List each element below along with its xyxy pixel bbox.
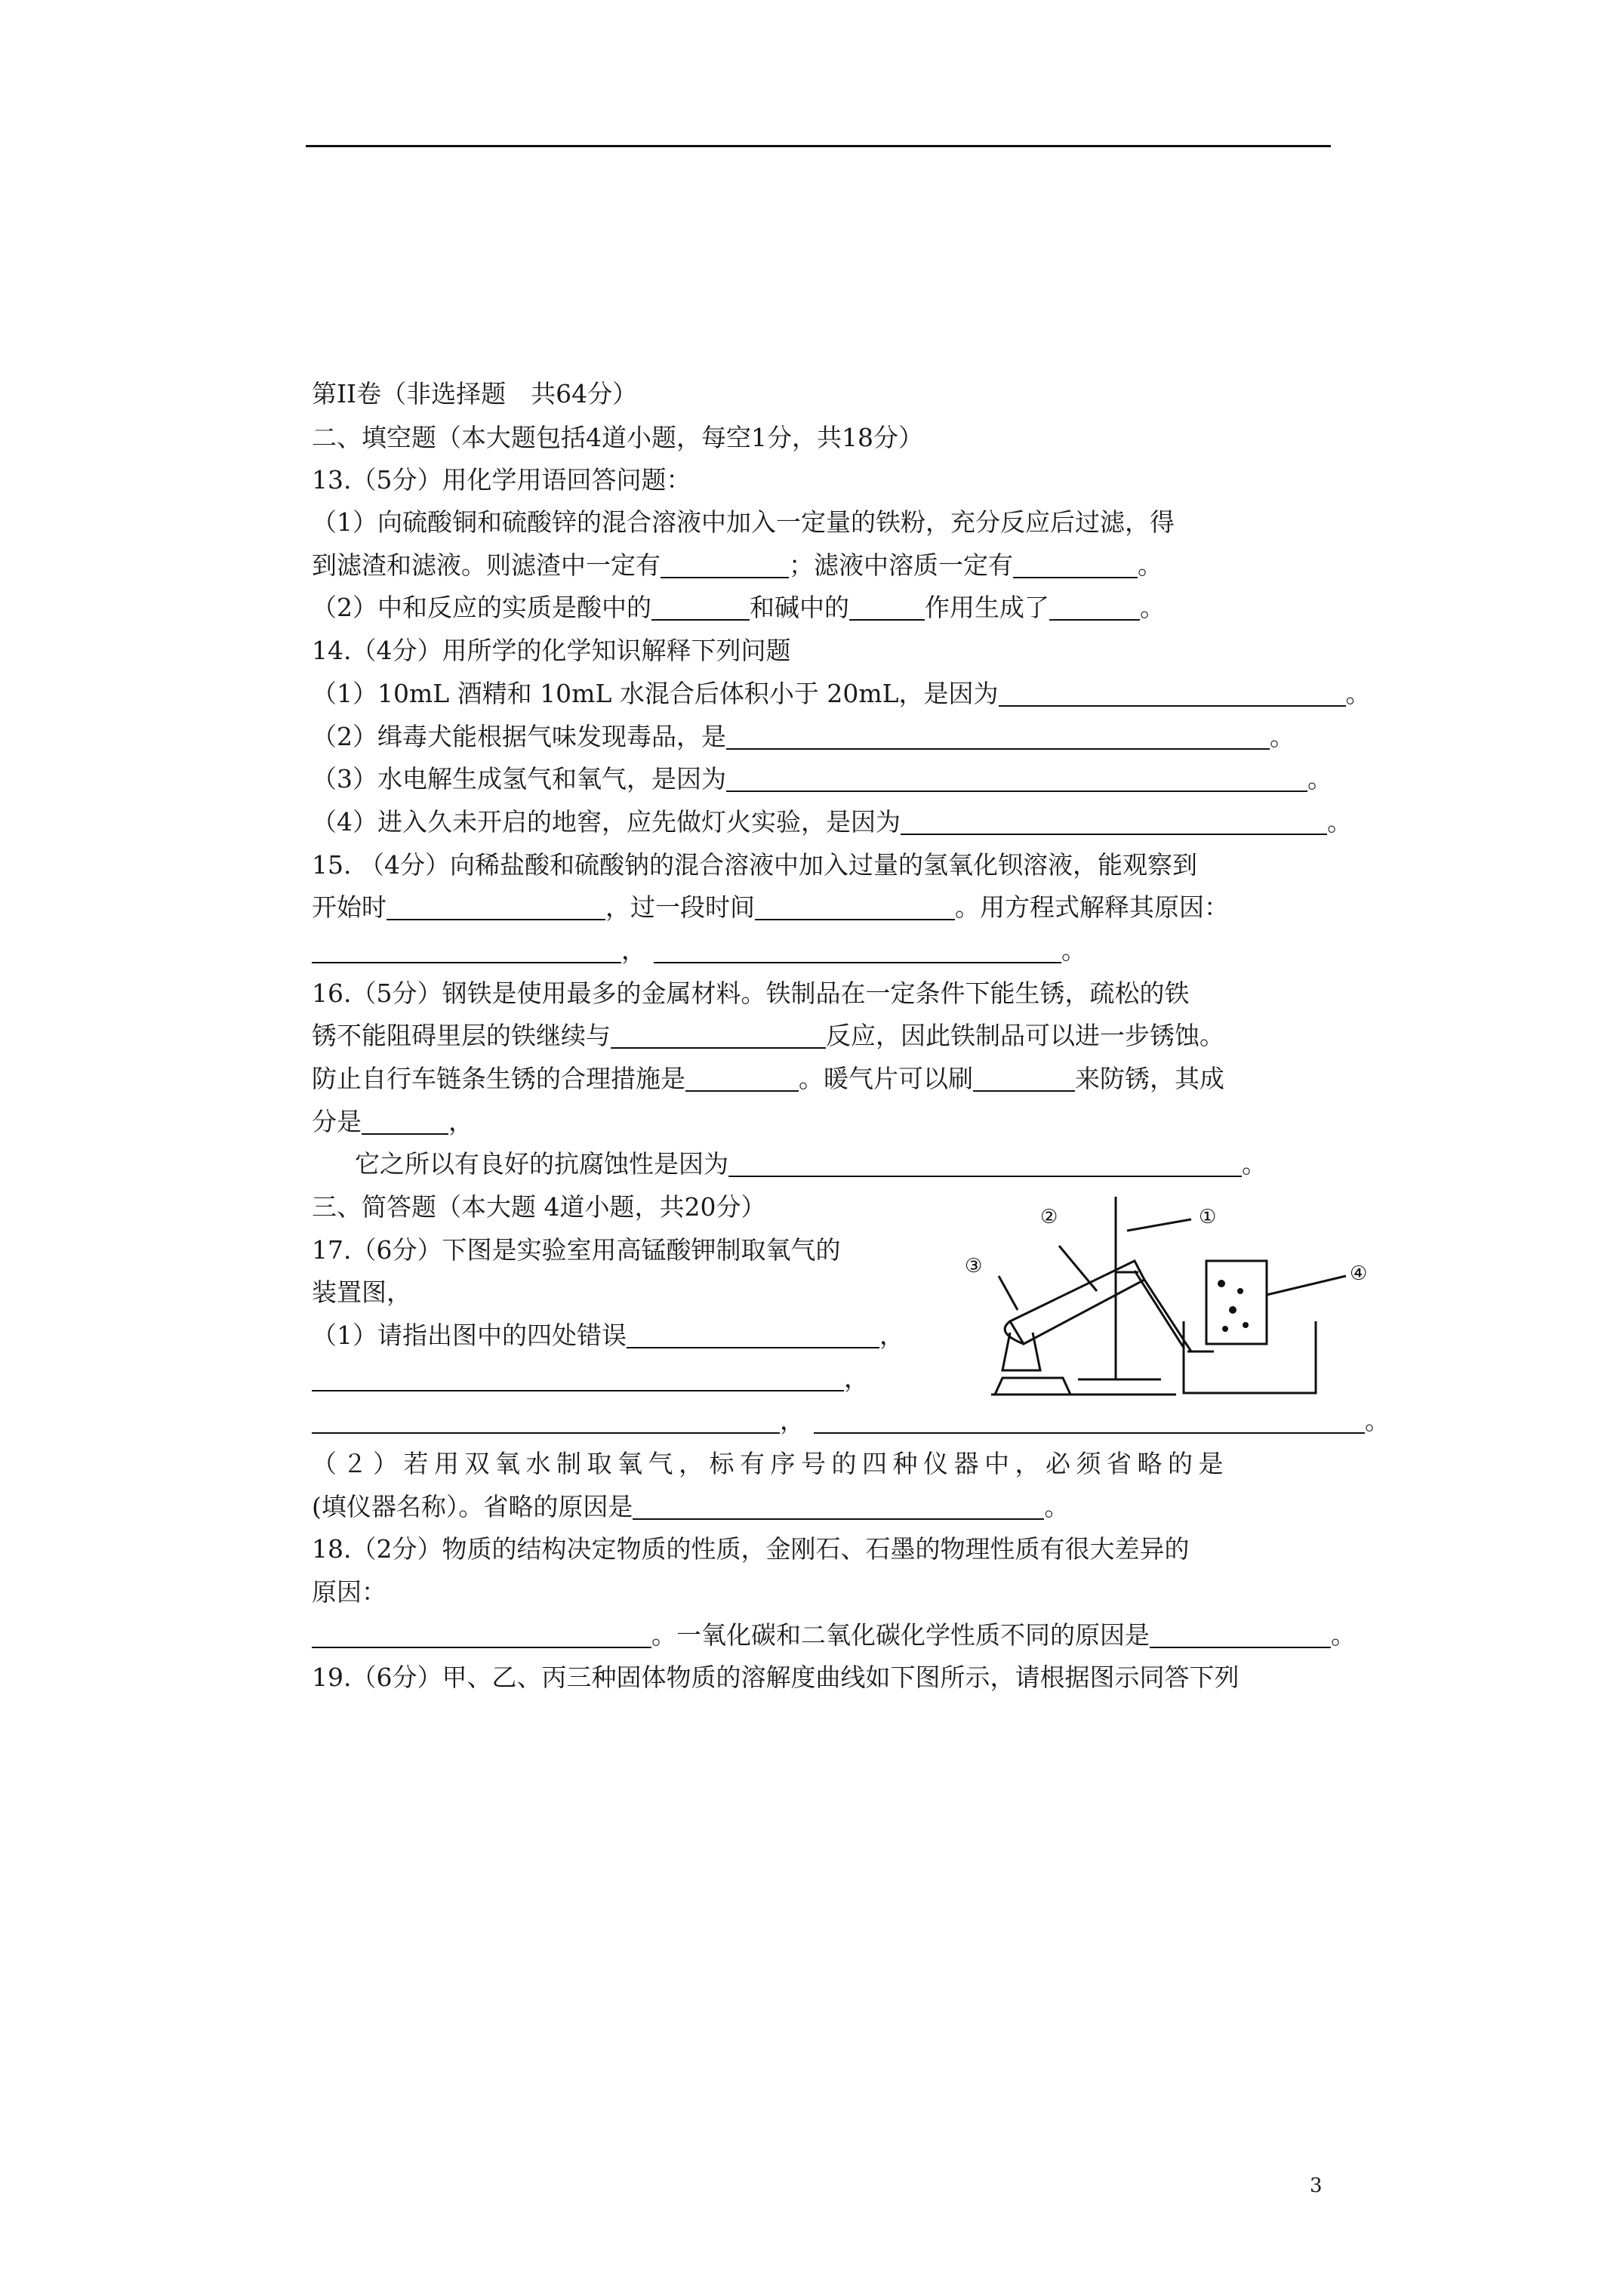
answer-blank[interactable] — [685, 1065, 799, 1092]
header-rule — [306, 145, 1331, 147]
q18-line1: 18.（2分）物质的结构决定物质的性质，金刚石、石墨的物理性质有很大差异的 — [312, 1534, 1190, 1564]
page-number: 3 — [1310, 2174, 1323, 2197]
answer-blank[interactable] — [726, 723, 1270, 750]
section-3-heading: 三、简答题（本大题 4道小题，共20分） — [312, 1192, 766, 1222]
q14-part2: （2）缉毒犬能根据气味发现毒品，是 。 — [312, 722, 1295, 751]
q17-line1: 17.（6分）下图是实验室用高锰酸钾制取氧气的 — [312, 1235, 841, 1265]
q15-line2: 开始时 ，过一段时间 。用方程式解释其原因： — [312, 892, 1229, 922]
answer-blank[interactable] — [1013, 551, 1138, 578]
q17-part2-line2: (填仪器名称）。省略的原因是 。 — [312, 1492, 1070, 1521]
section-2-heading: 二、填空题（本大题包括4道小题，每空1分，共18分） — [312, 423, 923, 452]
q17-blank-line: ， — [312, 1361, 869, 1397]
q17-blank-line-2: ， 。 — [312, 1403, 1390, 1439]
q16-line5: 它之所以有良好的抗腐蚀性是因为 。 — [355, 1149, 1267, 1179]
q15-line1: 15. （4分）向稀盐酸和硫酸钠的混合溶液中加入过量的氢氧化钡溶液，能观察到 — [312, 850, 1197, 880]
q18-line2: 原因： — [312, 1577, 387, 1607]
answer-blank[interactable] — [611, 1022, 826, 1049]
answer-blank[interactable] — [654, 936, 1061, 963]
q13-part1-line2: 到滤渣和滤液。则滤渣中一定有 ；滤液中溶质一定有 。 — [312, 550, 1163, 580]
q13-part1-line1: （1）向硫酸铜和硫酸锌的混合溶液中加入一定量的铁粉，充分反应后过滤，得 — [312, 507, 1175, 537]
q14-part3: （3）水电解生成氢气和氧气，是因为 。 — [312, 764, 1332, 794]
answer-blank[interactable] — [651, 593, 750, 621]
answer-blank[interactable] — [312, 1407, 780, 1434]
answer-blank[interactable] — [999, 680, 1346, 707]
answer-blank[interactable] — [728, 1150, 1242, 1177]
q13-title: 13.（5分）用化学用语回答问题： — [312, 465, 691, 495]
answer-blank[interactable] — [633, 1493, 1044, 1520]
answer-blank[interactable] — [726, 765, 1307, 792]
answer-blank[interactable] — [901, 808, 1327, 835]
answer-blank[interactable] — [627, 1321, 879, 1348]
oxygen-apparatus-figure — [965, 1189, 1431, 1404]
q16-line1: 16.（5分）钢铁是使用最多的金属材料。铁制品在一定条件下能生锈，疏松的铁 — [312, 978, 1190, 1008]
label-4: ④ — [1350, 1262, 1368, 1285]
q17-part2: （２）若用双氧水制取氧气，标有序号的四种仪器中，必须省略的是 — [312, 1449, 1229, 1478]
answer-blank[interactable] — [312, 936, 621, 963]
answer-blank[interactable] — [312, 1364, 844, 1391]
q19-line1: 19.（6分）甲、乙、丙三种固体物质的溶解度曲线如下图所示，请根据图示同答下列 — [312, 1663, 1240, 1692]
q18-line3: 。一氧化碳和二氧化碳化学性质不同的原因是 。 — [312, 1617, 1356, 1653]
q17-part1: （1）请指出图中的四处错误 ， — [312, 1321, 904, 1350]
label-2: ② — [1040, 1206, 1058, 1228]
answer-blank[interactable] — [312, 1621, 651, 1648]
q16-line3: 防止自行车链条生锈的合理措施是 。暖气片可以刷 来防锈，其成 — [312, 1064, 1224, 1093]
label-3: ③ — [965, 1255, 983, 1277]
answer-blank[interactable] — [755, 893, 955, 920]
answer-blank[interactable] — [661, 551, 789, 578]
answer-blank[interactable] — [849, 593, 925, 621]
answer-blank[interactable] — [362, 1108, 448, 1135]
answer-blank[interactable] — [387, 893, 605, 920]
part-title: 第II卷（非选择题 共64分） — [312, 379, 638, 408]
q13-part2: （2）中和反应的实质是酸中的 和碱中的 作用生成了 。 — [312, 593, 1165, 622]
q16-line4: 分是 ， — [312, 1107, 473, 1136]
q17-line2: 装置图， — [312, 1277, 411, 1307]
q14-part1: （1）10mL 酒精和 10mL 水混合后体积小于 20mL，是因为 。 — [312, 679, 1371, 708]
answer-blank[interactable] — [1150, 1621, 1331, 1648]
answer-blank[interactable] — [1049, 593, 1140, 621]
q15-line3: ， 。 — [312, 932, 1086, 969]
q14-part4: （4）进入久未开启的地窖，应先做灯火实验，是因为 。 — [312, 807, 1352, 837]
q14-title: 14.（4分）用所学的化学知识解释下列问题 — [312, 636, 791, 665]
answer-blank[interactable] — [814, 1407, 1365, 1434]
label-1: ① — [1199, 1206, 1217, 1228]
answer-blank[interactable] — [973, 1065, 1075, 1092]
q16-line2: 锈不能阻碍里层的铁继续与 反应，因此铁制品可以进一步锈蚀。 — [312, 1021, 1224, 1050]
